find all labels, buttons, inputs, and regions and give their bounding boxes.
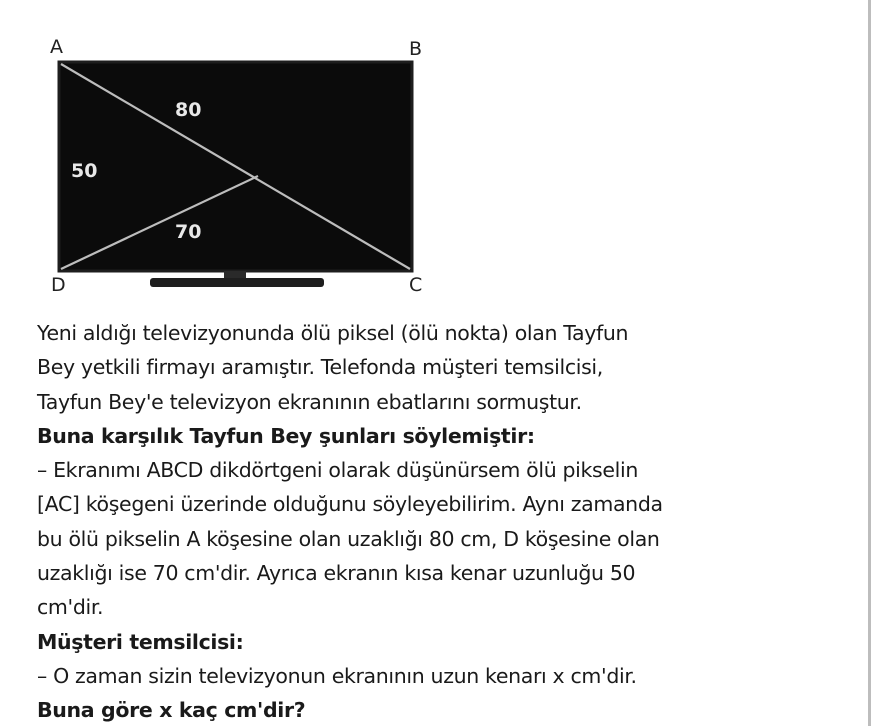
length-label-pa: 80 (175, 99, 202, 121)
speaker-heading-tayfun: Buna karşılık Tayfun Bey şunları söylemiştir: (37, 423, 535, 448)
paragraph-line: Bey yetkili firmayı aramıştır. Telefonda müşteri temsilcisi, (37, 355, 603, 380)
paragraph-line: – Ekranımı ABCD dikdörtgeni olarak düşünürsem ölü pikselin (37, 458, 638, 483)
question-text: Buna göre x kaç cm'dir? (37, 698, 306, 723)
problem-text (37, 316, 857, 728)
paragraph-line: Yeni aldığı televizyonunda ölü piksel (ölü nokta) olan Tayfun (37, 321, 629, 345)
paragraph-line: Tayfun Bey'e televizyon ekranının ebatlarını sormuştur. (37, 389, 582, 414)
paragraph-line: – O zaman sizin televizyonun ekranının uzun kenarı x cm'dir. (37, 663, 637, 688)
vertex-label-d: D (51, 274, 66, 296)
tv-stand-neck (224, 271, 246, 279)
paragraph-line: [AC] köşegeni üzerinde olduğunu söyleyebilirim. Aynı zamanda (37, 492, 663, 517)
paragraph-line: cm'dir. (37, 595, 104, 620)
tv-diagram (0, 0, 871, 310)
length-label-ad: 50 (71, 160, 98, 182)
tv-figure (0, 0, 871, 310)
speaker-heading-representative: Müşteri temsilcisi: (37, 629, 244, 654)
paragraph-line: bu ölü pikselin A köşesine olan uzaklığı 80 cm, D köşesine olan (37, 526, 660, 551)
tv-stand-base (150, 278, 324, 287)
vertex-label-c: C (409, 274, 423, 296)
vertex-label-a: A (50, 36, 63, 58)
vertex-label-b: B (409, 38, 423, 60)
paragraph-line: uzaklığı ise 70 cm'dir. Ayrıca ekranın kısa kenar uzunluğu 50 (37, 561, 636, 586)
length-label-pd: 70 (175, 221, 202, 243)
